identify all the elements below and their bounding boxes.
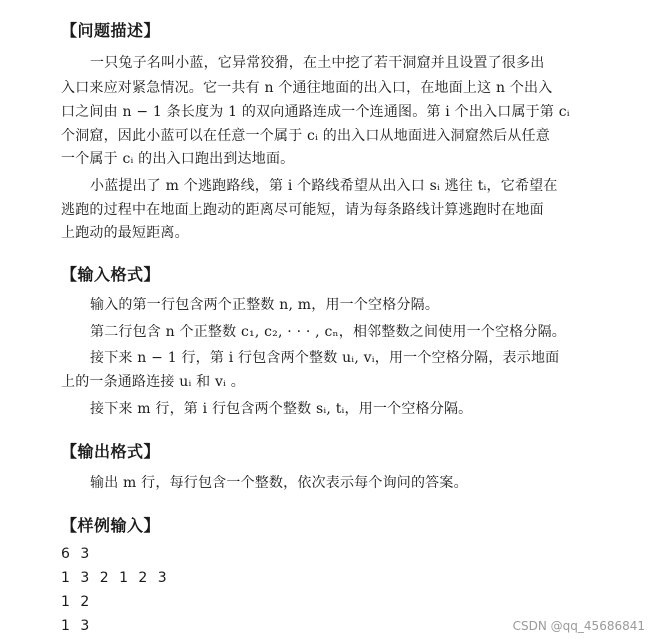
input-format-line: 上的一条通路连接 uᵢ 和 vᵢ 。 bbox=[61, 374, 245, 390]
input-format-line: 输入的第一行包含两个正整数 n, m，用一个空格分隔。 bbox=[90, 297, 440, 313]
problem-heading: 【问题描述】 bbox=[61, 21, 161, 40]
sample-input-line: 1 2 bbox=[61, 594, 93, 610]
problem-line: 一只兔子名叫小蓝，它异常狡猾，在土中挖了若干洞窟并且设置了很多出 bbox=[90, 55, 545, 71]
problem-line: 小蓝提出了 m 个逃跑路线，第 i 个路线希望从出入口 sᵢ 逃往 tᵢ，它希望在 bbox=[90, 178, 558, 194]
output-format-line: 输出 m 行，每行包含一个整数，依次表示每个询问的答案。 bbox=[90, 475, 468, 491]
problem-line: 入口来应对紧急情况。它一共有 n 个通往地面的出入口，在地面上这 n 个出入 bbox=[61, 80, 553, 96]
problem-line: 口之间由 n − 1 条长度为 1 的双向通路连成一个连通图。第 i 个出入口属于第 cᵢ bbox=[61, 104, 570, 120]
input-format-line: 接下来 n − 1 行，第 i 行包含两个整数 uᵢ, vᵢ，用一个空格分隔，表示地面 bbox=[90, 350, 560, 366]
input-format-line: 接下来 m 行，第 i 行包含两个整数 sᵢ, tᵢ，用一个空格分隔。 bbox=[90, 401, 473, 417]
output-format-heading: 【输出格式】 bbox=[61, 442, 161, 461]
problem-line: 逃跑的过程中在地面上跑动的距离尽可能短，请为每条路线计算逃跑时在地面 bbox=[61, 202, 544, 218]
sample-input-line: 1 3 2 1 2 3 bbox=[61, 570, 170, 586]
sample-input-line: 6 3 bbox=[61, 546, 93, 562]
sample-input-line: 1 3 bbox=[61, 618, 93, 634]
csdn-watermark: CSDN @qq_45686841 bbox=[512, 619, 645, 633]
input-format-line: 第二行包含 n 个正整数 c₁, c₂, · · · , cₙ，相邻整数之间使用一个空格分隔。 bbox=[90, 324, 566, 340]
sample-input-heading: 【样例输入】 bbox=[61, 516, 161, 535]
problem-line: 个洞窟，因此小蓝可以在任意一个属于 cᵢ 的出入口从地面进入洞窟然后从任意 bbox=[61, 128, 550, 144]
problem-line: 一个属于 cᵢ 的出入口跑出到达地面。 bbox=[61, 151, 295, 167]
problem-line: 上跑动的最短距离。 bbox=[61, 225, 189, 241]
input-format-heading: 【输入格式】 bbox=[61, 265, 161, 284]
